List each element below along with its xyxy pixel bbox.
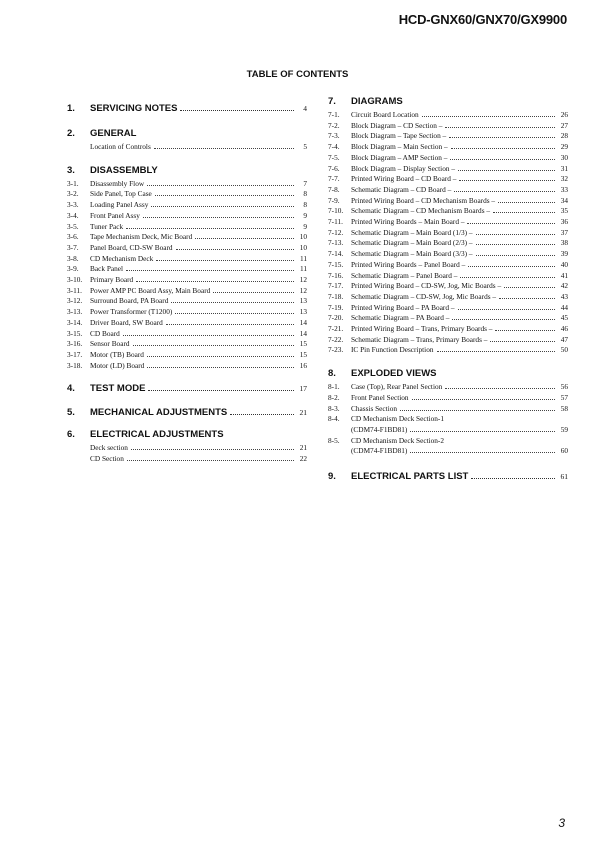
entry-page-number: 45 <box>560 313 568 323</box>
toc-entry[interactable] <box>328 436 568 447</box>
dot-leader <box>127 460 294 461</box>
entry-label: CD Mechanism Deck <box>90 253 154 263</box>
section-title: DISASSEMBLY <box>90 164 158 176</box>
entry-label: Block Diagram – AMP Section – <box>351 152 448 162</box>
entry-number: 7-21. <box>328 324 344 334</box>
entry-number: 3-3. <box>67 200 79 210</box>
entry-label: Printed Wiring Board – CD-SW, Jog, Mic Boards – <box>351 281 502 291</box>
entry-page-number: 50 <box>560 345 568 355</box>
toc-entry[interactable] <box>328 393 568 404</box>
toc-entry[interactable] <box>67 222 307 233</box>
section-heading[interactable] <box>67 103 307 114</box>
entry-number: 7-14. <box>328 249 344 259</box>
toc-entry[interactable] <box>67 454 307 465</box>
dot-leader <box>147 185 294 186</box>
dot-leader <box>498 202 555 203</box>
entry-page-number: 13 <box>299 307 307 317</box>
entry-number: 7-6. <box>328 163 340 173</box>
entry-page-number: 43 <box>560 291 568 301</box>
toc-entry[interactable] <box>67 232 307 243</box>
toc-entry[interactable] <box>67 189 307 200</box>
entry-page-number: 16 <box>299 360 307 370</box>
dot-leader <box>230 414 294 415</box>
toc-entry[interactable] <box>328 174 568 185</box>
section-title: ELECTRICAL ADJUSTMENTS <box>90 429 224 441</box>
dot-leader <box>400 410 555 411</box>
toc-entry[interactable] <box>67 264 307 275</box>
toc-entry[interactable] <box>328 446 568 457</box>
entry-page-number: 40 <box>560 259 568 269</box>
toc-right-column <box>328 96 568 482</box>
dot-leader <box>437 351 556 352</box>
entry-page-number: 38 <box>560 238 568 248</box>
section-heading[interactable] <box>67 383 307 394</box>
section-number: 7. <box>328 96 336 107</box>
toc-entry[interactable] <box>67 254 307 265</box>
toc-section <box>67 429 307 464</box>
toc-entry[interactable] <box>328 206 568 217</box>
entry-label: Case (Top), Rear Panel Section <box>351 382 443 392</box>
entry-number: 7-20. <box>328 313 344 323</box>
entry-number: 7-1. <box>328 110 340 119</box>
entry-page-number: 28 <box>560 131 568 141</box>
entry-label: Panel Board, CD-SW Board <box>90 242 173 252</box>
entry-number: 7-17. <box>328 281 344 291</box>
entry-page-number: 37 <box>560 227 568 237</box>
entry-label: Circuit Board Location <box>351 110 419 119</box>
entry-number: 3-14. <box>67 317 83 327</box>
entry-page-number: 47 <box>560 334 568 344</box>
entry-page-number: 32 <box>560 174 568 184</box>
dot-leader <box>126 228 294 229</box>
section-number: 2. <box>67 128 75 139</box>
entry-number: 7-19. <box>328 302 344 312</box>
dot-leader <box>195 238 294 239</box>
section-title: ELECTRICAL PARTS LIST <box>351 471 469 483</box>
toc-entry[interactable] <box>328 404 568 415</box>
entry-number: 3-5. <box>67 221 79 231</box>
toc-entry[interactable] <box>67 361 307 372</box>
entry-page-number: 14 <box>299 317 307 327</box>
dot-leader <box>176 249 294 250</box>
toc-entry[interactable] <box>67 286 307 297</box>
entry-label: Printed Wiring Board – PA Board – <box>351 302 455 312</box>
section-heading[interactable] <box>67 407 307 418</box>
dot-leader <box>476 255 555 256</box>
entry-page-number: 5 <box>303 142 307 151</box>
dot-leader <box>476 244 555 245</box>
section-number: 3. <box>67 164 75 176</box>
entry-label: Motor (LD) Board <box>90 360 145 370</box>
entry-number: 7-23. <box>328 345 344 355</box>
entry-number: 7-11. <box>328 217 343 227</box>
section-heading[interactable] <box>328 368 568 379</box>
section-heading[interactable] <box>67 429 307 440</box>
toc-entry[interactable] <box>67 318 307 329</box>
entry-label: Schematic Diagram – Main Board (1/3) – <box>351 227 473 237</box>
toc-entry[interactable] <box>328 110 568 121</box>
entry-page-number: 58 <box>560 403 568 413</box>
entry-label: Printed Wiring Board – CD Mechanism Boards – <box>351 195 496 205</box>
entry-label: Schematic Diagram – Trans, Primary Boards – <box>351 334 488 344</box>
section-number: 5. <box>67 407 75 419</box>
entry-page-number: 46 <box>560 324 568 334</box>
section-page-number: 21 <box>299 408 307 418</box>
entry-page-number: 11 <box>299 264 307 274</box>
toc-section <box>67 407 307 418</box>
entry-page-number: 11 <box>299 253 307 263</box>
entry-label: Location of Controls <box>90 142 151 151</box>
entry-label: Motor (TB) Board <box>90 349 144 359</box>
entry-label: Tuner Pack <box>90 221 124 231</box>
section-number: 9. <box>328 471 336 483</box>
toc-entry[interactable] <box>328 260 568 271</box>
toc-entry[interactable] <box>328 217 568 228</box>
section-title: SERVICING NOTES <box>90 103 178 114</box>
entry-page-number: 10 <box>299 232 307 242</box>
entry-label: Front Panel Assy <box>90 210 140 220</box>
entry-label: Driver Board, SW Board <box>90 317 163 327</box>
entry-label: Schematic Diagram – Panel Board – <box>351 270 458 280</box>
entry-label: Block Diagram – Tape Section – <box>351 131 447 141</box>
entry-number: 7-18. <box>328 291 344 301</box>
entry-number: 7-15. <box>328 259 344 269</box>
dot-leader <box>458 170 555 171</box>
section-heading[interactable] <box>328 96 568 107</box>
entry-label: Schematic Diagram – PA Board – <box>351 313 450 323</box>
entry-page-number: 29 <box>560 142 568 152</box>
dot-leader <box>123 335 294 336</box>
entry-number: 7-10. <box>328 206 344 216</box>
dot-leader <box>133 345 294 346</box>
toc-entry[interactable] <box>67 200 307 211</box>
entry-page-number: 15 <box>299 349 307 359</box>
toc-left-column <box>67 103 307 465</box>
entry-page-number: 14 <box>299 328 307 338</box>
entry-label: Loading Panel Assy <box>90 200 149 210</box>
dot-leader <box>459 180 555 181</box>
entry-label: Surround Board, PA Board <box>90 296 169 306</box>
entry-number: 3-10. <box>67 275 83 285</box>
entry-number: 3-1. <box>67 178 79 188</box>
dot-leader <box>445 127 555 128</box>
toc-section <box>67 383 307 394</box>
dot-leader <box>490 341 555 342</box>
entry-number: 8-3. <box>328 403 340 413</box>
toc-entry[interactable] <box>328 164 568 175</box>
toc-entry[interactable] <box>67 211 307 222</box>
dot-leader <box>180 110 294 111</box>
section-page-number: 4 <box>303 104 307 113</box>
section-title: MECHANICAL ADJUSTMENTS <box>90 407 228 419</box>
toc-entry[interactable] <box>328 121 568 132</box>
entry-number: 8-1. <box>328 382 340 392</box>
entry-label: (CDM74-F1BD81) <box>351 446 408 456</box>
toc-section <box>67 128 307 153</box>
entry-number: 7-12. <box>328 227 344 237</box>
entry-label: Schematic Diagram – Main Board (3/3) – <box>351 249 473 259</box>
entry-number: 3-2. <box>67 189 79 199</box>
dot-leader <box>151 206 294 207</box>
page-number: 3 <box>558 816 565 830</box>
document-model-header: HCD-GNX60/GNX70/GX9900 <box>398 12 567 27</box>
dot-leader <box>143 217 294 218</box>
entry-page-number: 44 <box>560 302 568 312</box>
dot-leader <box>147 356 294 357</box>
entry-page-number: 57 <box>560 392 568 402</box>
toc-section <box>328 471 568 482</box>
toc-entry[interactable] <box>328 313 568 324</box>
entry-label: Schematic Diagram – Main Board (2/3) – <box>351 238 473 248</box>
entry-number: 3-4. <box>67 210 79 220</box>
toc-entry[interactable] <box>328 249 568 260</box>
entry-number: 3-11. <box>67 285 82 295</box>
toc-entry[interactable] <box>328 238 568 249</box>
section-heading[interactable] <box>67 165 307 176</box>
entry-page-number: 33 <box>560 184 568 194</box>
toc-entry[interactable] <box>328 185 568 196</box>
entry-number: 7-8. <box>328 184 340 194</box>
toc-entry[interactable] <box>328 345 568 356</box>
entry-page-number: 10 <box>299 242 307 252</box>
entry-label: CD Board <box>90 328 120 338</box>
entry-label: Power Transformer (T1200) <box>90 307 173 317</box>
entry-label: Side Panel, Top Case <box>90 189 152 199</box>
entry-number: 7-4. <box>328 142 340 152</box>
entry-number: 7-22. <box>328 334 344 344</box>
entry-page-number: 59 <box>560 424 568 434</box>
entry-page-number: 21 <box>299 443 307 453</box>
entry-number: 7-2. <box>328 120 340 130</box>
entry-number: 3-15. <box>67 328 83 338</box>
entry-label: CD Section <box>90 454 124 464</box>
toc-entry[interactable] <box>67 243 307 254</box>
entry-page-number: 31 <box>560 163 568 173</box>
entry-number: 3-8. <box>67 253 79 263</box>
entry-number: 3-16. <box>67 339 83 349</box>
entry-number: 3-12. <box>67 296 83 306</box>
dot-leader <box>450 159 555 160</box>
entry-number: 3-17. <box>67 349 83 359</box>
toc-entry[interactable] <box>328 131 568 142</box>
entry-number: 7-9. <box>328 195 340 205</box>
dot-leader <box>410 431 555 432</box>
toc-entry[interactable] <box>328 228 568 239</box>
entry-page-number: 56 <box>560 382 568 392</box>
toc-entry[interactable] <box>67 142 307 153</box>
toc-entry[interactable] <box>328 271 568 282</box>
entry-page-number: 60 <box>560 446 568 456</box>
entry-label: Block Diagram – Main Section – <box>351 142 448 152</box>
entry-page-number: 30 <box>560 152 568 162</box>
dot-leader <box>467 223 555 224</box>
entry-page-number: 9 <box>303 210 307 220</box>
toc-entry[interactable] <box>67 275 307 286</box>
entry-page-number: 27 <box>560 120 568 130</box>
section-title: DIAGRAMS <box>351 96 403 107</box>
dot-leader <box>131 449 294 450</box>
entry-label: Printed Wiring Board – CD Board – <box>351 174 457 184</box>
entry-label: Primary Board <box>90 275 134 285</box>
dot-leader <box>412 399 555 400</box>
toc-entry[interactable] <box>328 303 568 314</box>
dot-leader <box>422 116 555 117</box>
dot-leader <box>476 234 555 235</box>
dot-leader <box>166 324 294 325</box>
dot-leader <box>154 148 294 149</box>
dot-leader <box>136 281 294 282</box>
entry-number: 7-13. <box>328 238 344 248</box>
entry-label: Back Panel <box>90 264 124 274</box>
dot-leader <box>445 388 555 389</box>
dot-leader <box>126 270 294 271</box>
dot-leader <box>493 212 555 213</box>
entry-page-number: 13 <box>299 296 307 306</box>
toc-entry[interactable] <box>328 425 568 436</box>
toc-entry[interactable] <box>328 281 568 292</box>
entry-number: 3-13. <box>67 307 83 317</box>
dot-leader <box>499 298 555 299</box>
section-heading[interactable] <box>67 128 307 139</box>
section-title: GENERAL <box>90 128 137 139</box>
dot-leader <box>449 137 555 138</box>
section-number: 4. <box>67 383 75 395</box>
entry-page-number: 8 <box>303 200 307 210</box>
entry-label: Schematic Diagram – CD-SW, Jog, Mic Boards – <box>351 291 497 301</box>
entry-label: Printed Wiring Board – Trans, Primary Boards – <box>351 324 493 334</box>
entry-label: Schematic Diagram – CD Board – <box>351 184 452 194</box>
entry-label: Printed Wiring Boards – Main Board – <box>351 217 465 227</box>
section-heading[interactable] <box>328 471 568 482</box>
toc-entry[interactable] <box>67 296 307 307</box>
entry-label: Tape Mechanism Deck, Mic Board <box>90 232 193 242</box>
dot-leader <box>171 302 294 303</box>
entry-number: 7-7. <box>328 174 340 184</box>
entry-label: Front Panel Section <box>351 392 409 402</box>
section-number: 6. <box>67 429 75 441</box>
entry-label: Printed Wiring Boards – Panel Board – <box>351 259 466 269</box>
entry-label: Schematic Diagram – CD Mechanism Boards – <box>351 206 491 216</box>
entry-label: Disassembly Flow <box>90 178 145 188</box>
entry-label: (CDM74-F1BD81) <box>351 424 408 434</box>
dot-leader <box>451 148 555 149</box>
entry-label: CD Mechanism Deck Section-1 <box>351 414 445 424</box>
entry-page-number: 35 <box>560 206 568 216</box>
section-title: EXPLODED VIEWS <box>351 368 437 380</box>
toc-entry[interactable] <box>67 443 307 454</box>
toc-entry[interactable] <box>67 307 307 318</box>
entry-number: 8-4. <box>328 414 340 424</box>
toc-entry[interactable] <box>328 142 568 153</box>
entry-page-number: 42 <box>560 281 568 291</box>
toc-entry[interactable] <box>67 329 307 340</box>
toc-entry[interactable] <box>328 414 568 425</box>
entry-page-number: 12 <box>299 285 307 295</box>
toc-entry[interactable] <box>328 292 568 303</box>
entry-page-number: 22 <box>299 454 307 464</box>
dot-leader <box>460 277 555 278</box>
entry-number: 3-7. <box>67 242 79 252</box>
entry-label: CD Mechanism Deck Section-2 <box>351 435 445 445</box>
dot-leader <box>454 191 555 192</box>
entry-label: Block Diagram – Display Section – <box>351 163 455 173</box>
toc-entry[interactable] <box>67 339 307 350</box>
entry-label: IC Pin Function Description <box>351 345 434 355</box>
dot-leader <box>156 260 294 261</box>
dot-leader <box>410 452 555 453</box>
toc-entry[interactable] <box>328 335 568 346</box>
entry-number: 3-18. <box>67 360 83 370</box>
entry-page-number: 15 <box>299 339 307 349</box>
toc-section <box>67 165 307 372</box>
entry-page-number: 12 <box>299 275 307 285</box>
entry-label: Power AMP PC Board Assy, Main Board <box>90 285 211 295</box>
toc-entry[interactable] <box>328 196 568 207</box>
dot-leader <box>458 309 556 310</box>
entry-page-number: 7 <box>303 178 307 188</box>
entry-number: 7-5. <box>328 152 340 162</box>
entry-label: Chassis Section <box>351 403 398 413</box>
entry-page-number: 39 <box>560 249 568 259</box>
entry-page-number: 9 <box>303 221 307 231</box>
toc-entry[interactable] <box>328 382 568 393</box>
section-number: 1. <box>67 103 75 114</box>
entry-number: 8-5. <box>328 435 340 445</box>
toc-section <box>328 368 568 457</box>
dot-leader <box>504 287 555 288</box>
entry-number: 7-16. <box>328 270 344 280</box>
dot-leader <box>495 330 555 331</box>
dot-leader <box>213 292 294 293</box>
toc-entry[interactable] <box>67 350 307 361</box>
toc-section <box>328 96 568 356</box>
dot-leader <box>147 367 294 368</box>
dot-leader <box>148 390 294 391</box>
dot-leader <box>155 195 294 196</box>
entry-number: 3-9. <box>67 264 79 274</box>
entry-page-number: 41 <box>560 270 568 280</box>
entry-label: Block Diagram – CD Section – <box>351 120 443 130</box>
dot-leader <box>471 478 555 479</box>
section-page-number: 61 <box>560 472 568 482</box>
entry-number: 3-6. <box>67 232 79 242</box>
entry-page-number: 26 <box>560 110 568 119</box>
entry-number: 8-2. <box>328 392 340 402</box>
toc-entry[interactable] <box>67 179 307 190</box>
section-number: 8. <box>328 368 336 380</box>
dot-leader <box>452 319 555 320</box>
entry-label: Sensor Board <box>90 339 130 349</box>
dot-leader <box>468 266 555 267</box>
entry-number: 7-3. <box>328 131 340 141</box>
section-title: TEST MODE <box>90 383 146 395</box>
entry-label: Deck section <box>90 443 128 453</box>
toc-entry[interactable] <box>328 324 568 335</box>
toc-title: TABLE OF CONTENTS <box>246 69 349 80</box>
section-page-number: 17 <box>299 384 307 394</box>
dot-leader <box>175 313 294 314</box>
entry-page-number: 34 <box>560 195 568 205</box>
entry-page-number: 36 <box>560 217 568 227</box>
toc-section <box>67 103 307 114</box>
entry-page-number: 8 <box>303 189 307 199</box>
toc-entry[interactable] <box>328 153 568 164</box>
